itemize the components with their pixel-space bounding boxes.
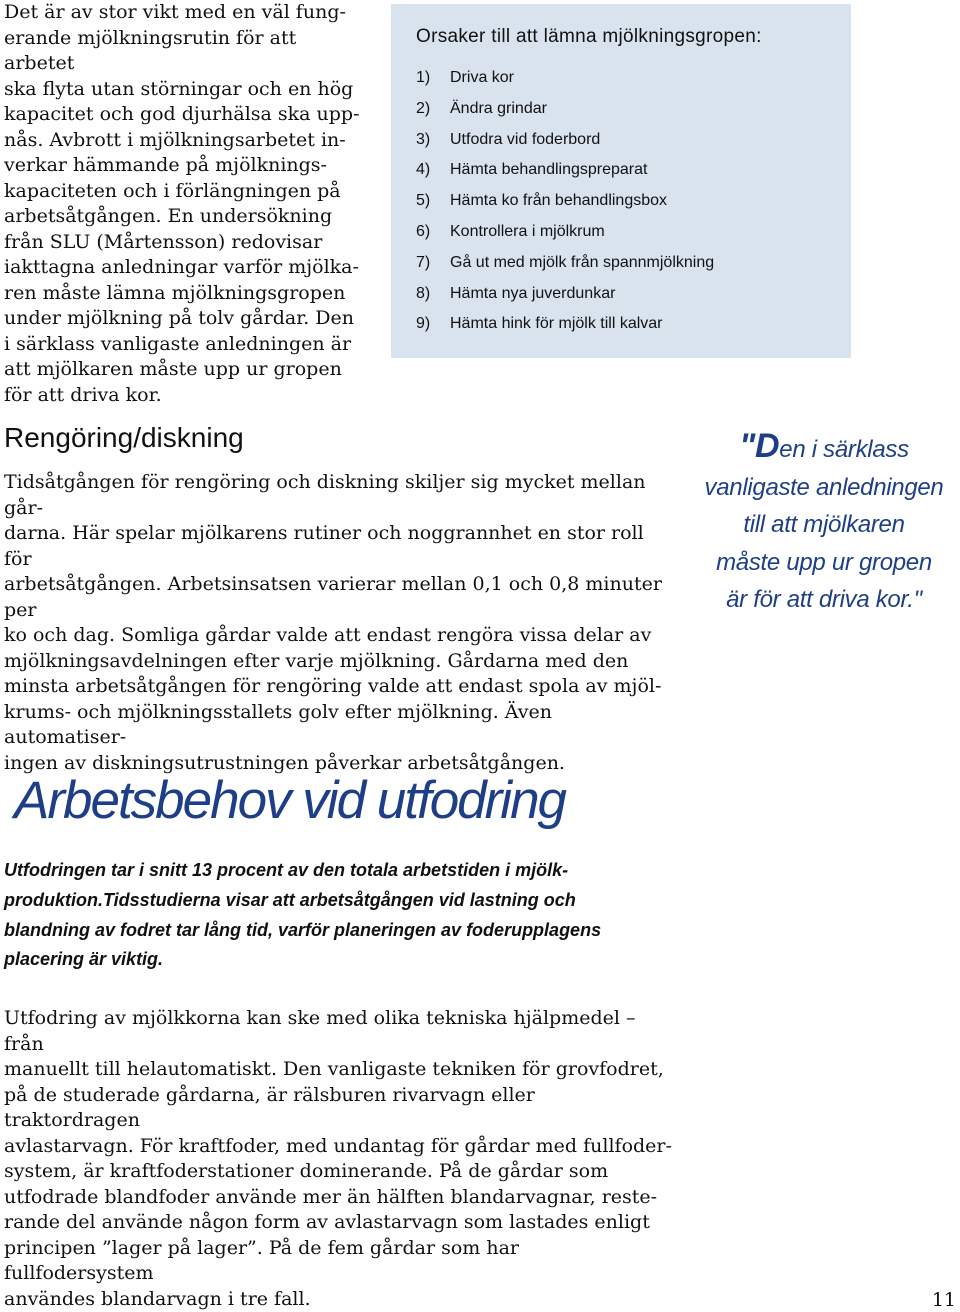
- pull-quote-text: en i särklass: [779, 436, 908, 463]
- cause-item: [416, 220, 846, 251]
- cause-item: [416, 312, 846, 343]
- pull-quote-line: måste upp ur gropen: [688, 544, 960, 582]
- cleaning-line: Tidsåtgången för rengöring och diskning skiljer sig mycket mellan går-: [4, 470, 672, 521]
- cause-item: [416, 251, 846, 282]
- feeding-line: Utfodring av mjölkkorna kan ske med olika tekniska hjälpmedel – från: [4, 1006, 672, 1057]
- lead-line: blandning av fodret tar lång tid, varför planeringen av foderupplagens: [4, 916, 679, 946]
- feeding-line: användes blandarvagn i tre fall.: [4, 1287, 672, 1312]
- feeding-line: system, är kraftfoderstationer dominerande. På de gårdar som: [4, 1159, 672, 1185]
- intro-line: iakttagna anledningar varför mjölka-: [4, 255, 364, 281]
- lead-line: Utfodringen tar i snitt 13 procent av den totala arbetstiden i mjölk-: [4, 856, 679, 886]
- intro-line: kapacitet och god djurhälsa ska upp-: [4, 102, 364, 128]
- cleaning-line: ingen av diskningsutrustningen påverkar arbetsåtgången.: [4, 751, 672, 777]
- feeding-heading: Arbetsbehov vid utfodring: [14, 770, 565, 831]
- intro-line: nås. Avbrott i mjölkningsarbetet in-: [4, 128, 364, 154]
- cleaning-heading: Rengöring/diskning: [4, 422, 244, 454]
- cleaning-line: darna. Här spelar mjölkarens rutiner och noggrannhet en stor roll för: [4, 521, 672, 572]
- pull-quote-line: [688, 428, 960, 469]
- cause-text: Hämta ko från behandlingsbox: [450, 192, 667, 209]
- intro-line: ska flyta utan störningar och en hög: [4, 77, 364, 103]
- intro-line: för att driva kor.: [4, 383, 364, 409]
- cause-number: 7): [416, 251, 450, 275]
- causes-box: [391, 4, 851, 358]
- intro-line: arbetsåtgången. En undersökning: [4, 204, 364, 230]
- feeding-lead: [4, 856, 679, 975]
- cleaning-line: ko och dag. Somliga gårdar valde att endast rengöra vissa delar av: [4, 623, 672, 649]
- intro-line: i särklass vanligaste anledningen är: [4, 332, 364, 358]
- feeding-paragraph: [4, 1006, 672, 1312]
- cleaning-paragraph: [4, 470, 672, 776]
- pull-quote-line: till att mjölkaren: [688, 506, 960, 544]
- intro-line: att mjölkaren måste upp ur gropen: [4, 357, 364, 383]
- intro-line: ren måste lämna mjölkningsgropen: [4, 281, 364, 307]
- cause-text: Ändra grindar: [450, 100, 547, 117]
- cause-item: [416, 97, 846, 128]
- feeding-line: på de studerade gårdarna, är rälsburen rivarvagn eller traktordragen: [4, 1083, 672, 1134]
- causes-title: Orsaker till att lämna mjölkningsgropen:: [416, 26, 762, 48]
- feeding-line: rande del använde någon form av avlastarvagn som lastades enligt: [4, 1210, 672, 1236]
- cause-number: 5): [416, 189, 450, 213]
- cause-text: Hämta behandlingspreparat: [450, 161, 647, 178]
- pull-quote-line: är för att driva kor.": [688, 581, 960, 619]
- lead-line: produktion.Tidsstudierna visar att arbetsåtgången vid lastning och: [4, 886, 679, 916]
- cause-item: [416, 158, 846, 189]
- cleaning-line: krums- och mjölkningsstallets golv efter mjölkning. Även automatiser-: [4, 700, 672, 751]
- intro-paragraph: [4, 0, 364, 408]
- intro-line: under mjölkning på tolv gårdar. Den: [4, 306, 364, 332]
- intro-line: verkar hämmande på mjölknings-: [4, 153, 364, 179]
- cause-number: 9): [416, 312, 450, 336]
- cause-item: [416, 189, 846, 220]
- cause-item: [416, 128, 846, 159]
- cause-number: 3): [416, 128, 450, 152]
- cleaning-line: mjölkningsavdelningen efter varje mjölkning. Gårdarna med den: [4, 649, 672, 675]
- cause-text: Hämta hink för mjölk till kalvar: [450, 315, 663, 332]
- cause-item: [416, 282, 846, 313]
- cause-text: Driva kor: [450, 69, 514, 86]
- feeding-line: utfodrade blandfoder använde mer än hälften blandarvagnar, reste-: [4, 1185, 672, 1211]
- pull-quote-initial: "D: [739, 427, 779, 465]
- cause-number: 2): [416, 97, 450, 121]
- intro-line: erande mjölkningsrutin för att arbetet: [4, 26, 364, 77]
- cause-number: 1): [416, 66, 450, 90]
- cause-number: 8): [416, 282, 450, 306]
- cause-text: Kontrollera i mjölkrum: [450, 223, 605, 240]
- causes-list: [416, 66, 846, 343]
- cleaning-line: minsta arbetsåtgången för rengöring valde att endast spola av mjöl-: [4, 674, 672, 700]
- cause-text: Hämta nya juverdunkar: [450, 285, 615, 302]
- cause-text: Utfodra vid foderbord: [450, 131, 600, 148]
- cleaning-line: arbetsåtgången. Arbetsinsatsen varierar mellan 0,1 och 0,8 minuter per: [4, 572, 672, 623]
- pull-quote: [688, 428, 960, 619]
- lead-line: placering är viktig.: [4, 945, 679, 975]
- intro-line: kapaciteten och i förlängningen på: [4, 179, 364, 205]
- page-number: 11: [932, 1289, 956, 1311]
- cause-item: [416, 66, 846, 97]
- intro-line: från SLU (Mårtensson) redovisar: [4, 230, 364, 256]
- cause-text: Gå ut med mjölk från spannmjölkning: [450, 254, 714, 271]
- cause-number: 6): [416, 220, 450, 244]
- intro-line: Det är av stor vikt med en väl fung-: [4, 0, 364, 26]
- feeding-line: manuellt till helautomatiskt. Den vanligaste tekniken för grovfodret,: [4, 1057, 672, 1083]
- feeding-line: avlastarvagn. För kraftfoder, med undantag för gårdar med fullfoder-: [4, 1134, 672, 1160]
- pull-quote-line: vanligaste anledningen: [688, 469, 960, 507]
- feeding-line: principen ”lager på lager”. På de fem gårdar som har fullfodersystem: [4, 1236, 672, 1287]
- cause-number: 4): [416, 158, 450, 182]
